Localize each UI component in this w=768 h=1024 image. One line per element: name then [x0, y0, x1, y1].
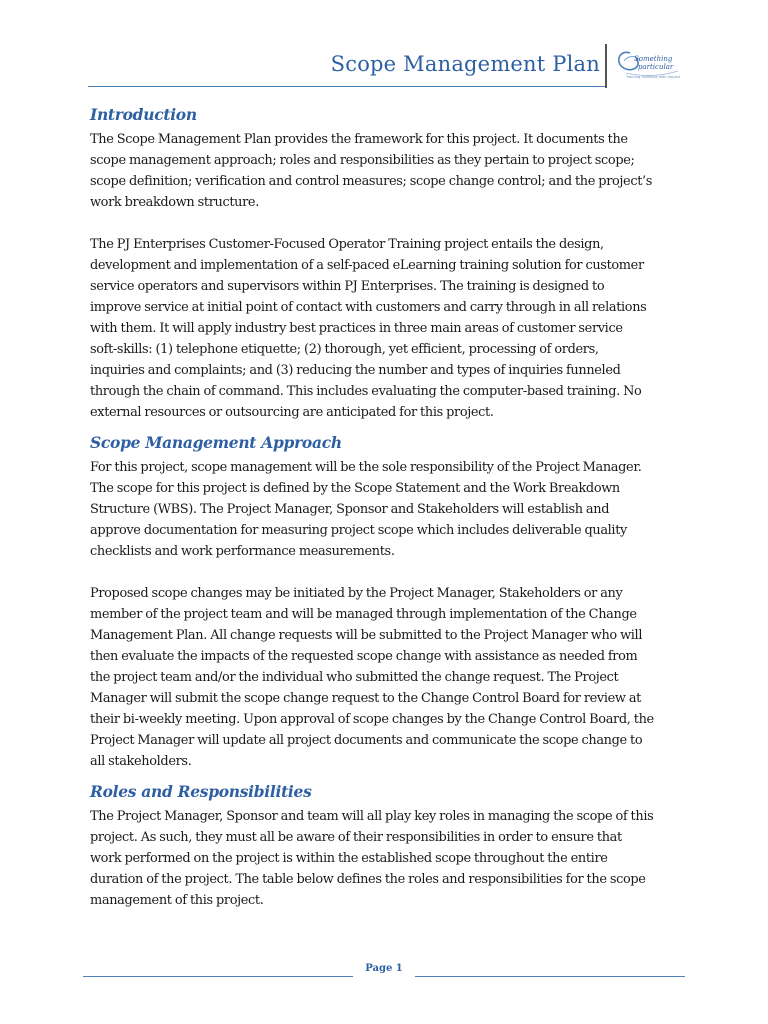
body-paragraph — [90, 234, 680, 423]
text-line: duration of the project. The table below defines the roles and responsibilities for the scope — [90, 872, 646, 887]
section-heading: Introduction — [90, 105, 197, 124]
section-spacer — [90, 772, 680, 781]
text-line: The PJ Enterprises Customer-Focused Operator Training project entails the design, — [90, 237, 604, 252]
text-line: work breakdown structure. — [90, 195, 259, 210]
text-line: Manager will submit the scope change request to the Change Control Board for review at — [90, 691, 642, 706]
text-line: project. As such, they must all be aware of their responsibilities in order to ensure that — [90, 830, 622, 845]
company-logo — [612, 43, 682, 85]
text-line: The scope for this project is defined by the Scope Statement and the Work Breakdown — [90, 481, 620, 496]
text-line: their bi-weekly meeting. Upon approval of scope changes by the Change Control Board, the — [90, 712, 654, 727]
text-line: external resources or outsourcing are anticipated for this project. — [90, 405, 494, 420]
text-line: checklists and work performance measurements. — [90, 544, 395, 559]
text-line: work performed on the project is within the established scope throughout the entire — [90, 851, 608, 866]
text-line: inquiries and complaints; and (3) reducing the number and types of inquiries funneled — [90, 363, 621, 378]
logo-tagline: Training Solutions with Impact — [626, 75, 681, 79]
text-line: development and implementation of a self-paced eLearning training solution for customer — [90, 258, 644, 273]
text-line: For this project, scope management will be the sole responsibility of the Project Manager. — [90, 460, 642, 475]
body-paragraph — [90, 457, 680, 562]
text-line: scope management approach; roles and responsibilities as they pertain to project scope; — [90, 153, 635, 168]
text-line: Management Plan. All change requests will be submitted to the Project Manager who will — [90, 628, 643, 643]
page-header — [0, 40, 768, 92]
text-line: scope definition; verification and control measures; scope change control; and the project’s — [90, 174, 653, 189]
paragraph-spacer — [90, 213, 680, 234]
section-heading: Roles and Responsibilities — [90, 782, 312, 801]
section-heading: Scope Management Approach — [90, 433, 342, 452]
text-line: the project team and/or the individual who submitted the change request. The Project — [90, 670, 619, 685]
header-rule — [88, 86, 607, 87]
text-line: Proposed scope changes may be initiated by the Project Manager, Stakeholders or any — [90, 586, 623, 601]
text-line: with them. It will apply industry best practices in three main areas of customer service — [90, 321, 623, 336]
text-line: Project Manager will update all project documents and communicate the scope change to — [90, 733, 643, 748]
text-line: then evaluate the impacts of the requested scope change with assistance as needed from — [90, 649, 638, 664]
text-line: The Project Manager, Sponsor and team will all play key roles in managing the scope of this — [90, 809, 654, 824]
paragraph-spacer — [90, 562, 680, 583]
text-line: approve documentation for measuring project scope which includes deliverable quality — [90, 523, 627, 538]
page-footer — [0, 960, 768, 990]
page-number: Page 1 — [365, 963, 403, 974]
document-title: Scope Management Plan — [330, 52, 600, 76]
body-paragraph — [90, 806, 680, 911]
text-line: service operators and supervisors within PJ Enterprises. The training is designed to — [90, 279, 605, 294]
footer-rule-left — [83, 976, 353, 977]
logo-text-line2: particular — [638, 63, 674, 71]
text-line: improve service at initial point of contact with customers and carry through in all relations — [90, 300, 647, 315]
body-paragraph — [90, 129, 680, 213]
text-line: all stakeholders. — [90, 754, 192, 769]
text-line: soft-skills: (1) telephone etiquette; (2) thorough, yet efficient, processing of orders, — [90, 342, 599, 357]
logo-text-line1: Something — [634, 55, 673, 63]
footer-rule-right — [415, 976, 685, 977]
document-body — [90, 104, 680, 911]
section-spacer — [90, 423, 680, 432]
text-line: Structure (WBS). The Project Manager, Sponsor and Stakeholders will establish and — [90, 502, 610, 517]
text-line: through the chain of command. This includes evaluating the computer-based training. No — [90, 384, 642, 399]
text-line: member of the project team and will be managed through implementation of the Change — [90, 607, 637, 622]
header-separator — [605, 44, 607, 88]
text-line: management of this project. — [90, 893, 264, 908]
body-paragraph — [90, 583, 680, 772]
text-line: The Scope Management Plan provides the framework for this project. It documents the — [90, 132, 628, 147]
